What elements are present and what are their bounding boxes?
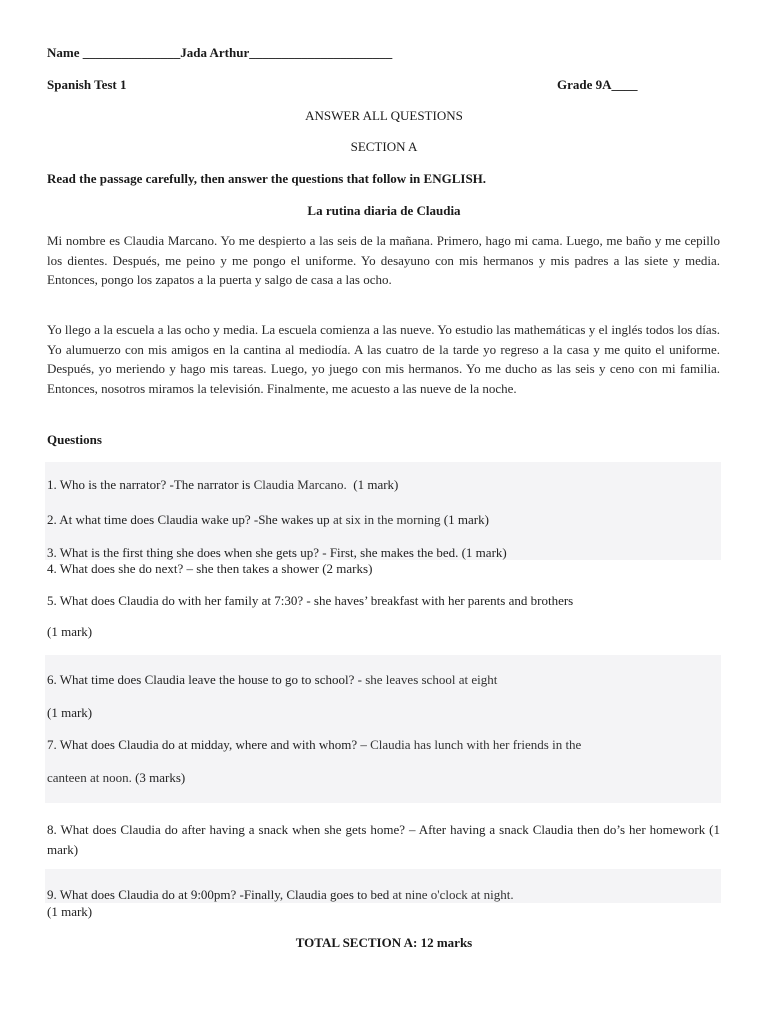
question-9-text: 9. What does Claudia do at 9:00pm? -Finally, Claudia goes to bed <box>47 887 393 902</box>
question-8: 8. What does Claudia do after having a snack when she gets home? – After having a snack Claudia then do’s her homework (1 mark) <box>47 822 720 857</box>
question-1-marks: (1 mark) <box>353 477 399 492</box>
grade-label: Grade 9A____ <box>557 77 638 92</box>
instructions-directive: Read the passage carefully, then answer the questions that follow in ENGLISH. <box>47 171 487 186</box>
question-4: 4. What does she do next? – she then takes a shower (2 marks) <box>47 561 373 576</box>
question-6-answer: she leaves school at eight <box>365 672 498 687</box>
question-1-answer: Claudia Marcano. <box>253 477 347 492</box>
question-1 <box>47 477 398 493</box>
question-6 <box>47 672 497 688</box>
question-7-answer-line2: canteen at noon. <box>47 770 132 785</box>
question-6-text: 6. What time does Claudia leave the house to go to school? - <box>47 672 366 687</box>
name-line <box>47 45 392 61</box>
answer-all-heading: ANSWER ALL QUESTIONS <box>305 108 463 123</box>
section-heading: SECTION A <box>350 139 418 154</box>
question-7-marks: (3 marks) <box>135 770 186 785</box>
question-3: 3. What is the first thing she does when she gets up? - First, she makes the bed. (1 mark) <box>47 545 507 560</box>
questions-heading: Questions <box>47 432 102 447</box>
question-9 <box>47 887 514 903</box>
student-name: Jada Arthur <box>180 45 250 60</box>
question-9-answer: at nine o'clock at night. <box>392 887 514 902</box>
name-blank-before: _______________ <box>82 45 181 60</box>
passage-title: La rutina diaria de Claudia <box>307 203 461 218</box>
question-2-answer: at six in the morning <box>332 512 441 527</box>
name-label: Name <box>47 45 80 60</box>
question-7 <box>47 737 581 753</box>
question-7-line2 <box>47 770 185 786</box>
question-1-text: 1. Who is the narrator? -The narrator is <box>47 477 254 492</box>
question-6-marks: (1 mark) <box>47 705 93 720</box>
question-9-marks: (1 mark) <box>47 904 93 919</box>
passage-paragraph-2: Yo llego a la escuela a las ocho y media. La escuela comienza a las nueve. Yo estudio las mathemáticas y el inglés todos los días. Yo alumuerzo con mis amigos en la cantina al mediodía. A las cuatro de la tarde yo regreso a la casa y me quito el uniforme. Después, yo meriendo y hago mis tareas. Luego, yo juego con mis hermanos. Yo me ducho as las seis y ceno con mi familia. Entonces, nosotros miramos la televisión. Finalmente, me acuesto a las nueve de la noche. <box>47 322 720 396</box>
question-2-marks: (1 mark) <box>443 512 489 527</box>
passage-paragraph-1: Mi nombre es Claudia Marcano. Yo me despierto a las seis de la mañana. Primero, hago mi cama. Luego, me baño y me cepillo los dientes. Después, me peino y me pongo el uniforme. Yo desayuno con mis hermanos y mis padres a las siete y media. Entonces, pongo los zapatos a la puerta y salgo de casa a las ocho. <box>47 233 720 287</box>
name-blank-after: ______________________ <box>249 45 393 60</box>
question-2-text: 2. At what time does Claudia wake up? -She wakes up <box>47 512 333 527</box>
test-title: Spanish Test 1 <box>47 77 127 92</box>
question-2 <box>47 512 489 528</box>
question-7-text: 7. What does Claudia do at midday, where and with whom? – <box>47 737 371 752</box>
question-7-answer: Claudia has lunch with her friends in the <box>370 737 582 752</box>
section-total: TOTAL SECTION A: 12 marks <box>295 935 473 950</box>
question-5-marks: (1 mark) <box>47 624 93 639</box>
question-5: 5. What does Claudia do with her family at 7:30? - she haves’ breakfast with her parents and brothers <box>47 593 574 608</box>
